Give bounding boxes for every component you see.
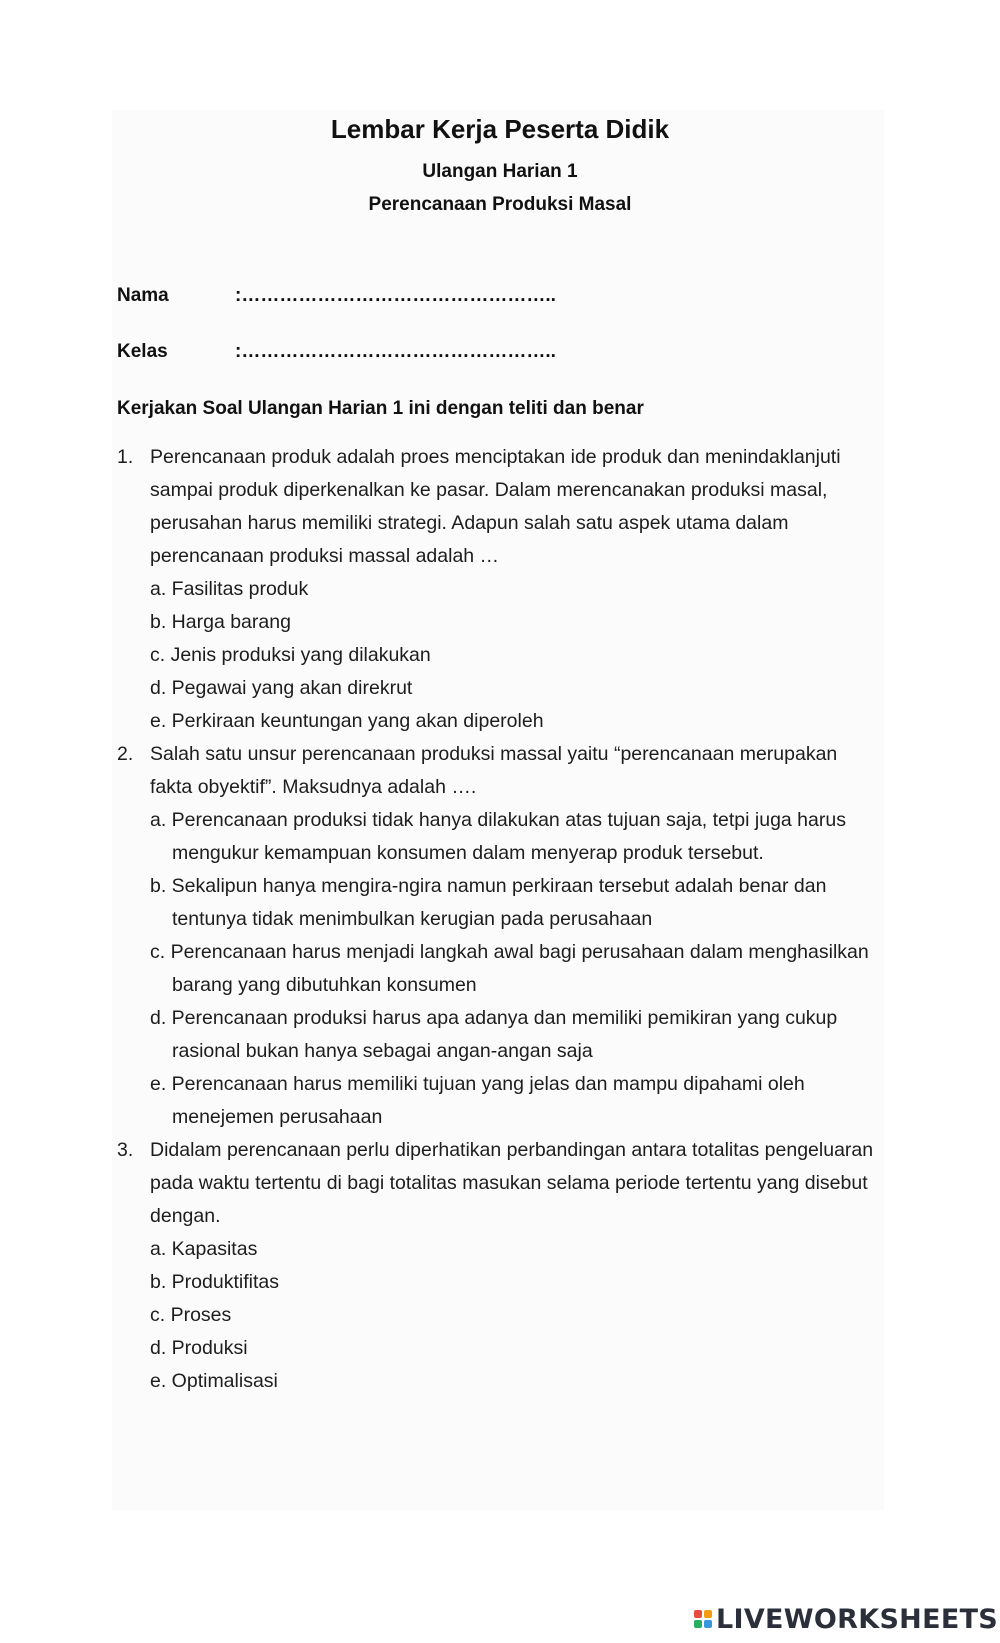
liveworksheets-logo-text: LIVEWORKSHEETS <box>716 1603 999 1635</box>
question-2-option-e[interactable]: e. Perencanaan harus memiliki tujuan yang jelas dan mampu dipahami oleh <box>150 1073 805 1095</box>
question-1-text-line: perusahan harus memiliki strategi. Adapun salah satu aspek utama dalam <box>150 512 789 534</box>
question-3-text-line: pada waktu tertentu di bagi totalitas masukan selama periode tertentu yang disebut <box>150 1172 868 1194</box>
question-1-option-c[interactable]: c. Jenis produksi yang dilakukan <box>150 644 431 666</box>
question-1-text-line: Perencanaan produk adalah proes menciptakan ide produk dan menindaklanjuti <box>150 446 841 468</box>
kelas-field[interactable] <box>117 341 556 363</box>
question-3-option-b[interactable]: b. Produktifitas <box>150 1271 279 1293</box>
question-3-option-d[interactable]: d. Produksi <box>150 1337 248 1359</box>
question-1-option-a[interactable]: a. Fasilitas produk <box>150 578 309 600</box>
kelas-label: Kelas <box>117 341 168 362</box>
question-2-option-a-cont[interactable]: mengukur kemampuan konsumen dalam menyerap produk tersebut. <box>172 842 764 864</box>
question-2-option-c[interactable]: c. Perencanaan harus menjadi langkah awal bagi perusahaan dalam menghasilkan <box>150 941 869 963</box>
page-topic: Perencanaan Produksi Masal <box>368 194 632 215</box>
question-3-number: 3. <box>117 1139 134 1161</box>
question-2-option-b-cont[interactable]: tentunya tidak menimbulkan kerugian pada perusahaan <box>172 908 653 930</box>
question-3-text-line: dengan. <box>150 1205 221 1227</box>
question-3-option-a[interactable]: a. Kapasitas <box>150 1238 258 1260</box>
page-title: Lembar Kerja Peserta Didik <box>330 114 670 144</box>
question-2-text-line: Salah satu unsur perencanaan produksi massal yaitu “perencanaan merupakan <box>150 743 838 765</box>
liveworksheets-logo <box>694 1602 998 1636</box>
question-2-option-b[interactable]: b. Sekalipun hanya mengira-ngira namun perkiraan tersebut adalah benar dan <box>150 875 827 897</box>
question-2-option-d-cont[interactable]: rasional bukan hanya sebagai angan-angan saja <box>172 1040 593 1062</box>
nama-label: Nama <box>117 285 169 306</box>
kelas-blank[interactable]: :………………………………………….. <box>235 341 556 362</box>
question-3-option-e[interactable]: e. Optimalisasi <box>150 1370 278 1392</box>
liveworksheets-logo-icon <box>694 1610 712 1628</box>
question-2-option-d[interactable]: d. Perencanaan produksi harus apa adanya dan memiliki pemikiran yang cukup <box>150 1007 838 1029</box>
question-1-option-b[interactable]: b. Harga barang <box>150 611 291 633</box>
question-2-option-a[interactable]: a. Perencanaan produksi tidak hanya dilakukan atas tujuan saja, tetpi juga harus <box>150 809 846 831</box>
question-2-option-c-cont[interactable]: barang yang dibutuhkan konsumen <box>172 974 477 996</box>
question-1-text-line: sampai produk diperkenalkan ke pasar. Dalam merencanakan produksi masal, <box>150 479 828 501</box>
question-2-number: 2. <box>117 743 134 765</box>
nama-field[interactable] <box>117 285 556 307</box>
question-1-option-e[interactable]: e. Perkiraan keuntungan yang akan diperoleh <box>150 710 544 732</box>
nama-blank[interactable]: :………………………………………….. <box>235 285 556 306</box>
question-3-option-c[interactable]: c. Proses <box>150 1304 232 1326</box>
question-2-text-line: fakta obyektif”. Maksudnya adalah …. <box>150 776 477 798</box>
question-1-option-d[interactable]: d. Pegawai yang akan direkrut <box>150 677 413 699</box>
page-subtitle: Ulangan Harian 1 <box>422 161 578 182</box>
instruction: Kerjakan Soal Ulangan Harian 1 ini dengan teliti dan benar <box>117 398 644 419</box>
question-3-text-line: Didalam perencanaan perlu diperhatikan perbandingan antara totalitas pengeluaran <box>150 1139 874 1161</box>
question-1-number: 1. <box>117 446 134 468</box>
question-2-option-e-cont[interactable]: menejemen perusahaan <box>172 1106 383 1128</box>
question-1-text-line: perencanaan produksi massal adalah … <box>150 545 500 567</box>
